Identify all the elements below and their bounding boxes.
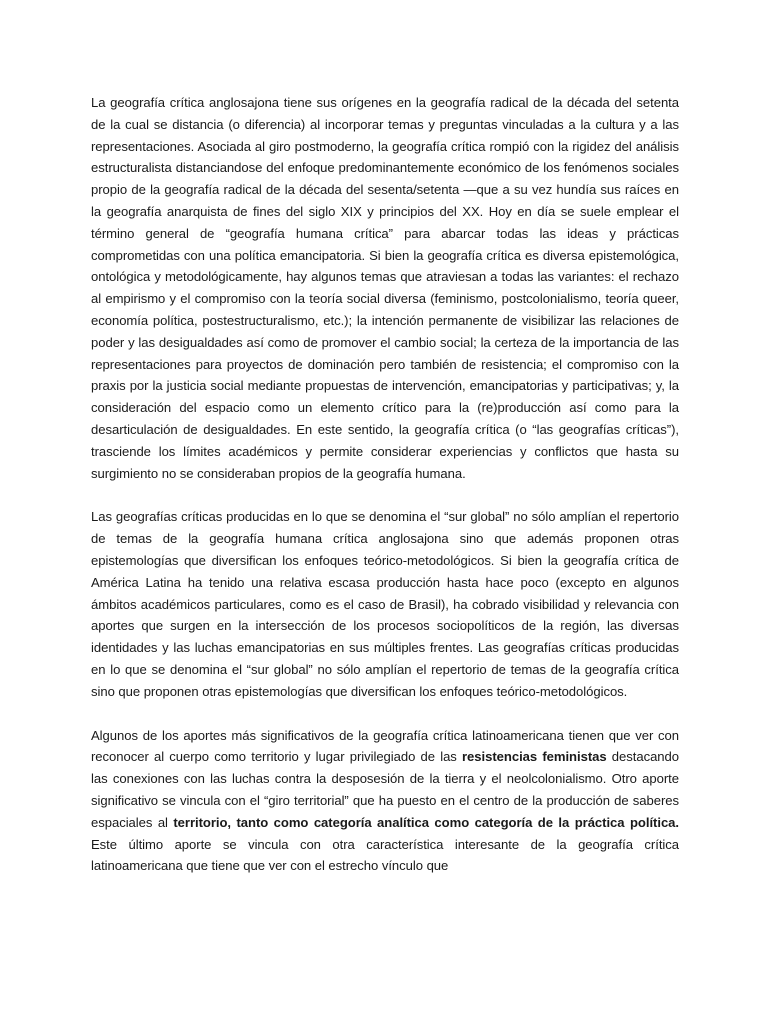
paragraph-3-text-a: Algunos de los aportes más significativos de la geografía crítica latinoamericana tienen que ver con reconocer al cuerpo como territorio y lugar privilegiado de las	[91, 727, 679, 765]
paragraph-1-text: La geografía crítica anglosajona tiene sus orígenes en la geografía radical de la década del setenta de la cual se distancia (o diferencia) al incorporar temas y preguntas vinculadas a la cultura y a las representaciones. Asociada al giro postmoderno, la geografía crítica rompió con la rigidez del análisis estructuralista distanciandose del enfoque predominantemente económico de los fenómenos sociales propio de la geografía radical de la década del sesenta/setenta —que a su vez hundía sus raíces en la geografía anarquista de fines del siglo XIX y principios del XX. Hoy en día se suele emplear el término general de “geografía humana crítica” para abarcar todas las ideas y prácticas comprometidas con una política emancipatoria. Si bien la geografía crítica es diversa epistemológica, ontológica y metodológicamente, hay algunos temas que atraviesan a todas las variantes: el rechazo al empirismo y el compromiso con la teoría social diversa (feminismo, postcolonialismo, teoría queer, economía política, postestructuralismo, etc.); la intención permanente de visibilizar las relaciones de poder y las desigualdades así como de promover el cambio social; la certeza de la importancia de las representaciones para proyectos de dominación pero también de resistencia; el compromiso con la praxis por la justicia social mediante propuestas de intervención, emancipatorias y participativas; y, la consideración del espacio como un elemento crítico para la (re)producción así como para la desarticulación de desigualdades. En este sentido, la geografía crítica (o “las geografías críticas”), trasciende los límites académicos y permite considerar experiencias y conflictos que hasta su surgimiento no se consideraban propios de la geografía humana.	[91, 95, 679, 481]
paragraph-1	[91, 92, 679, 484]
paragraph-2-text: Las geografías críticas producidas en lo que se denomina el “sur global” no sólo amplían el repertorio de temas de la geografía humana crítica anglosajona sino que además proponen otras epistemologías que diversifican los enfoques teórico-metodológicos. Si bien la geografía crítica de América Latina ha tenido una relativa escasa producción hasta hace poco (excepto en algunos ámbitos académicos particulares, como es el caso de Brasil), ha cobrado visibilidad y relevancia con aportes que surgen en la intersección de los procesos sociopolíticos de la región, las diversas identidades y las luchas emancipatorias en sus múltiples frentes. Las geografías críticas producidas en lo que se denomina el “sur global” no sólo amplían el repertorio de temas de la geografía crítica sino que proponen otras epistemologías que diversifican los enfoques teórico-metodológicos.	[91, 509, 679, 699]
paragraph-3-text-c: Este último aporte se vincula con otra característica interesante de la geografía crítica latinoamericana que tiene que ver con el estrecho vínculo que	[91, 836, 679, 874]
paragraph-2	[91, 506, 679, 702]
paragraph-3	[91, 725, 679, 878]
bold-phrase-territorio: territorio, tanto como categoría analítica como categoría de la práctica política.	[173, 814, 679, 830]
paragraph-3-text-b: destacando las conexiones con las luchas contra la desposesión de la tierra y el neolcolonialismo. Otro aporte significativo se vincula con el “giro territorial” que ha puesto en el centro de la producción de saberes espaciales al	[91, 749, 680, 830]
bold-phrase-resistencias: resistencias feministas	[462, 749, 607, 765]
